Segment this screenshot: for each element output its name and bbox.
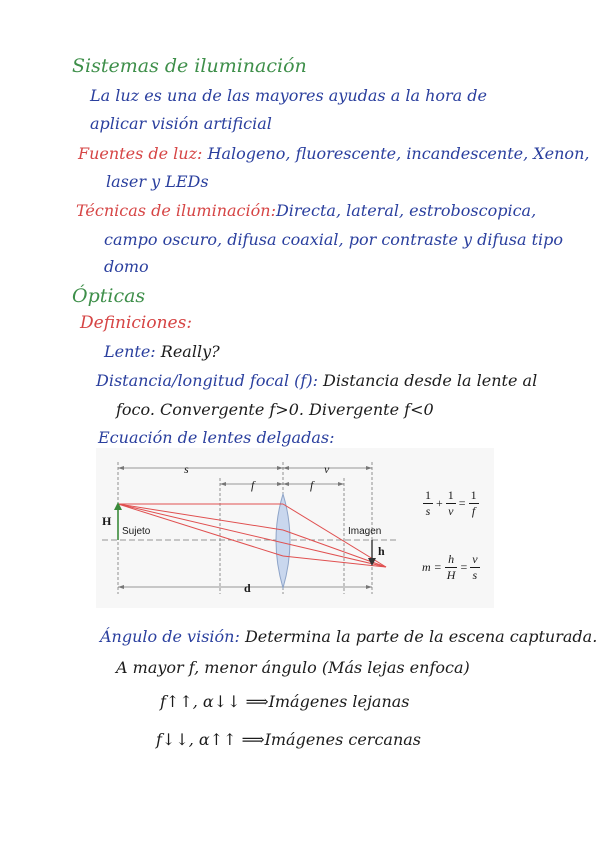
eq1-b-den: v [448,504,454,518]
label-H: H [102,514,112,528]
tecnicas-text: Directa, lateral, estroboscopica, [275,201,537,220]
eq2-b-den: s [472,568,478,582]
angulo-line-2: A mayor f, menor ángulo (Más lejas enfoca) [116,658,470,677]
focal-line-2: foco. Convergente f>0. Divergente f<0 [116,400,434,419]
section-title-opticas: Ópticas [72,285,146,307]
eq1-c-den: f [471,504,476,518]
label-v: v [324,462,330,476]
eq1-plus: + [436,496,443,510]
label-sujeto: Sujeto [122,526,151,537]
intro-line-1: La luz es una de las mayores ayudas a la hora de [90,86,487,105]
eq2-b-num: v [472,552,478,566]
angulo-text: Determina la parte de la escena capturada. [239,627,598,646]
rule-far-left: f↑↑, α↓↓ [160,692,241,711]
focal-line-1 [96,371,537,390]
label-h: h [378,544,385,558]
eq2-a-den: H [446,568,456,582]
rule-near [156,730,421,749]
rule-near-right: Imágenes cercanas [264,730,422,749]
rule-far [160,692,410,711]
label-f-left: f [251,478,255,492]
implies-arrow-icon: ⟹ [241,730,265,749]
rule-far-right: Imágenes lejanas [268,692,410,711]
angulo-line-1 [100,627,597,646]
label-f-right: f [310,478,314,492]
ecuacion-label: Ecuación de lentes delgadas: [98,428,335,447]
tecnicas-line-1 [76,201,536,220]
focal-text: Distancia desde la lente al [317,371,538,390]
eq2-equals: = [460,560,468,574]
intro-line-2: aplicar visión artificial [90,114,272,133]
tecnicas-line-2: campo oscuro, difusa coaxial, por contraste y difusa tipo [104,230,564,249]
angulo-label: Ángulo de visión: [100,627,240,646]
tecnicas-line-3: domo [104,257,149,276]
rule-near-left: f↓↓, α↑↑ [156,730,237,749]
magnification-equation [420,552,481,583]
eq1-equals: = [458,496,466,510]
fuentes-line-1 [78,144,589,163]
lente-line [104,342,220,361]
label-s: s [184,462,189,476]
section-title-iluminacion: Sistemas de iluminación [72,55,307,77]
fuentes-label: Fuentes de luz: [78,144,203,163]
tecnicas-label: Técnicas de iluminación: [76,201,276,220]
thin-lens-equation [422,488,480,519]
thin-lens-diagram [96,448,494,608]
eq1-b-num: 1 [447,488,454,502]
implies-arrow-icon: ⟹ [245,692,269,711]
definiciones-label: Definiciones: [80,313,193,333]
lente-label: Lente: [104,342,156,361]
label-d: d [244,581,251,595]
eq2-lhs: m = [422,560,442,574]
thin-lens-figure [96,448,494,608]
eq1-a-num: 1 [425,488,431,502]
fuentes-line-2: laser y LEDs [106,172,209,191]
eq1-a-den: s [425,504,431,518]
fuentes-text: Halogeno, fluorescente, incandescente, Xenon, [202,144,590,163]
lente-text: Really? [155,342,220,361]
eq2-a-num: h [445,552,458,568]
label-imagen: Imagen [348,526,382,537]
eq1-c-num: 1 [470,488,477,502]
focal-label: Distancia/longitud focal (f): [96,371,318,390]
